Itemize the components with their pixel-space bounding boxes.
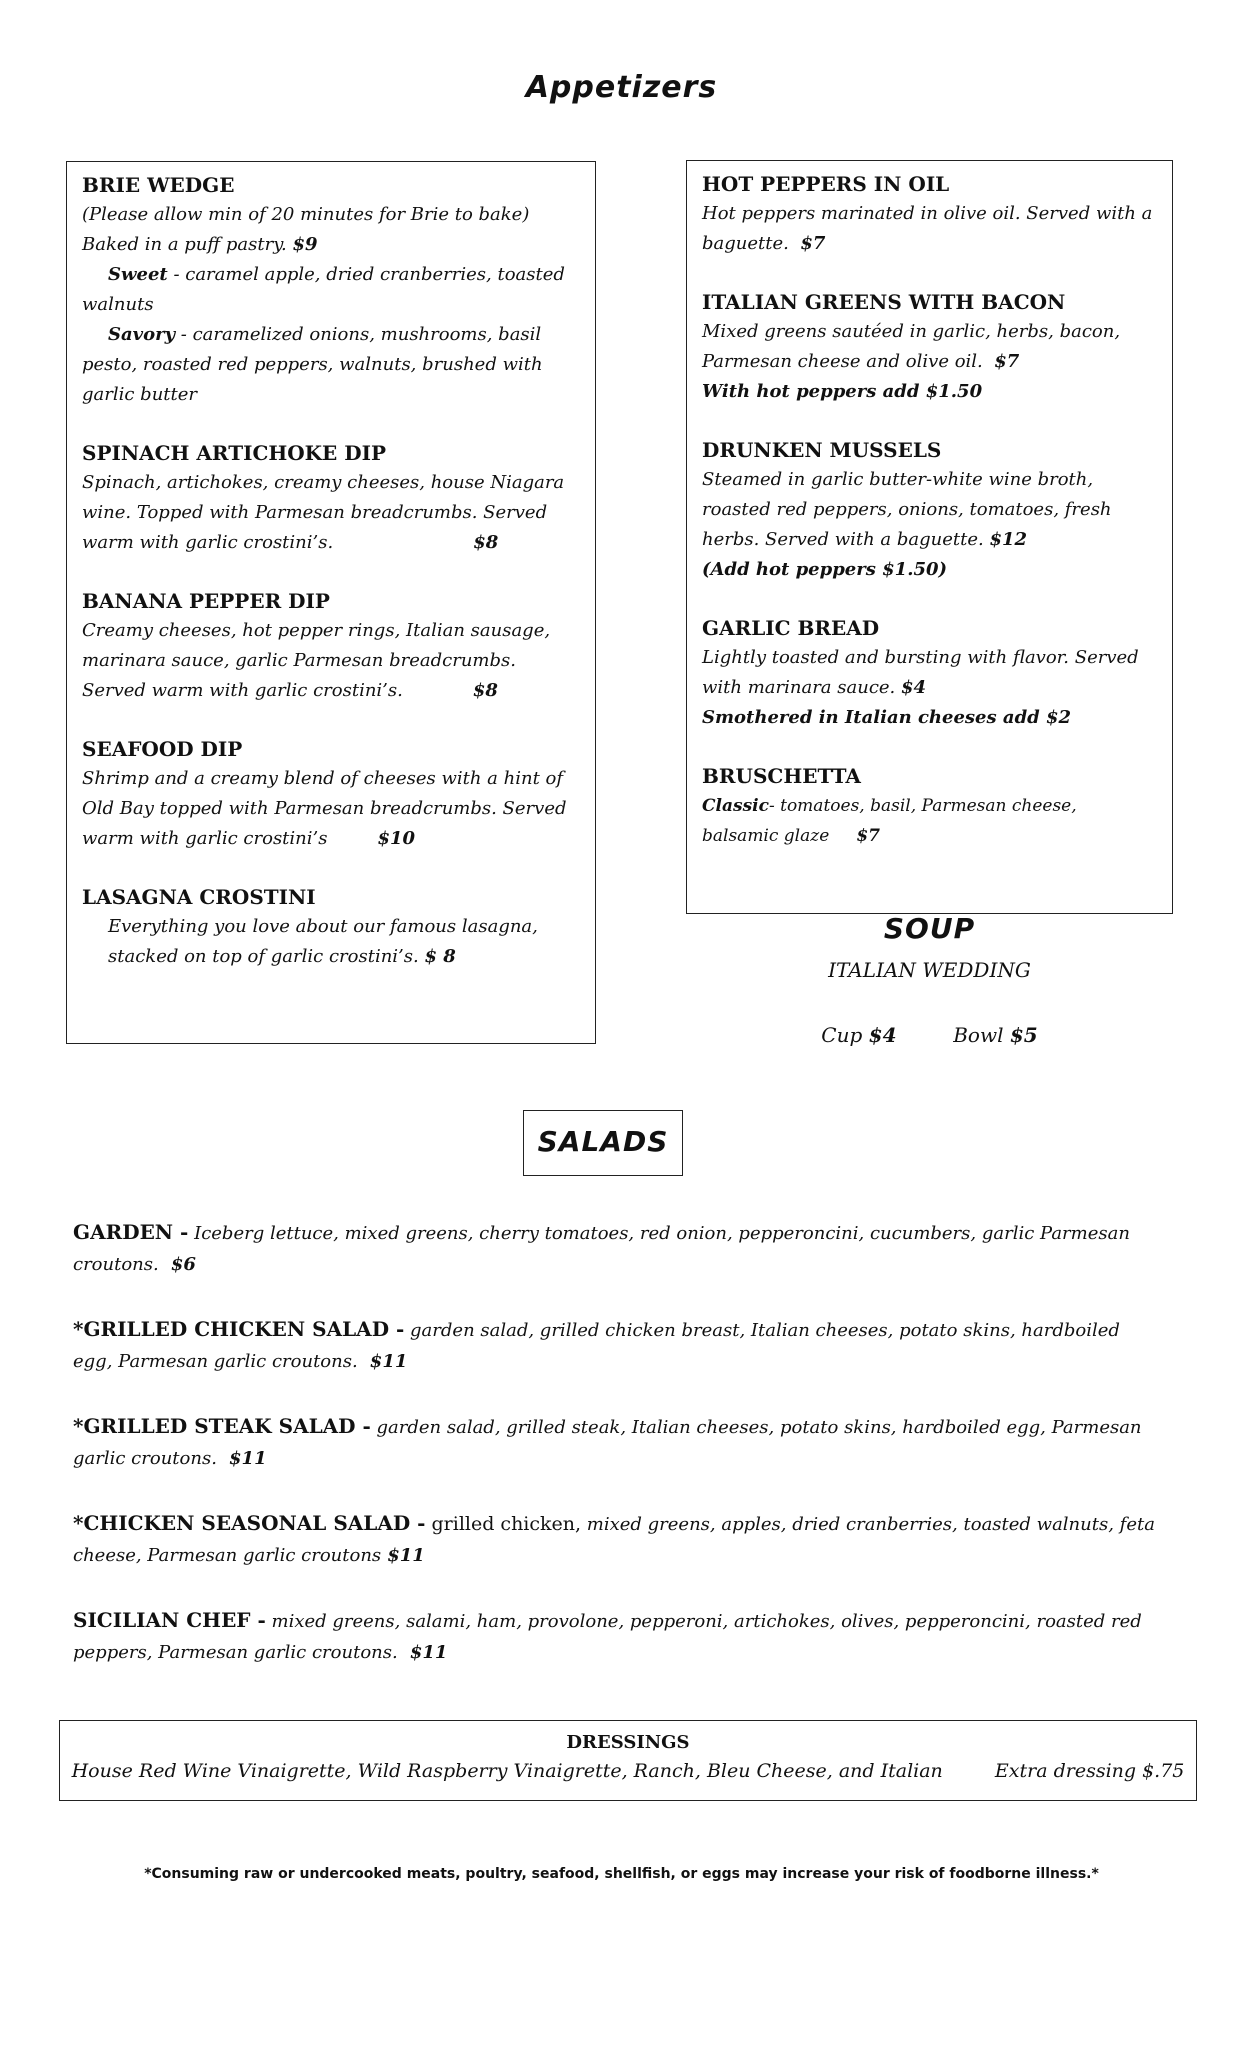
dressings-box [59, 1720, 1197, 1801]
appetizers-heading: Appetizers [525, 70, 718, 105]
menu-item-mussels [702, 435, 1158, 585]
menu-item-hot-peppers [702, 169, 1158, 259]
salad-desc: garden salad, grilled steak, Italian cheeses, potato skins, hardboiled egg, Parmesan garlic croutons. [73, 1417, 1142, 1469]
salad-desc: mixed greens, apples, dried cranberries, toasted walnuts, feta cheese, Parmesan garlic croutons [73, 1514, 1155, 1566]
salad-price: $11 [369, 1351, 408, 1372]
salad-name: SICILIAN CHEF - [73, 1608, 266, 1632]
item-name: LASAGNA CROSTINI [82, 885, 316, 909]
salad-price: $6 [170, 1254, 196, 1275]
item-desc: Spinach, artichokes, creamy cheeses, house Niagara wine. Topped with Parmesan breadcrumbs. Served warm with garlic crostini’s. [82, 472, 565, 553]
soup-name: ITALIAN WEDDING [828, 958, 1031, 982]
dressings-list: House Red Wine Vinaigrette, Wild Raspberry Vinaigrette, Ranch, Bleu Cheese, and Italian [71, 1760, 943, 1782]
salad-price: $11 [387, 1545, 425, 1566]
salad-name: *CHICKEN SEASONAL SALAD - [73, 1511, 426, 1535]
item-addon: With hot peppers add $1.50 [702, 381, 983, 402]
item-desc: Steamed in garlic butter-white wine broth, roasted red peppers, onions, tomatoes, fresh herbs. Served with a baguette. [702, 469, 1112, 550]
item-price: $7 [856, 826, 880, 846]
item-name: GARLIC BREAD [702, 616, 880, 640]
item-note: (Please allow min of 20 minutes for Brie to bake) [82, 204, 530, 225]
item-desc: Lightly toasted and bursting with flavor. Served with marinara sauce. [702, 647, 1139, 698]
salad-chicken-seasonal [73, 1508, 1163, 1571]
foodborne-disclaimer: *Consuming raw or undercooked meats, poultry, seafood, shellfish, or eggs may increase your risk of foodborne illness.* [144, 1866, 1099, 1882]
menu-item-seafood [82, 734, 581, 854]
salad-name: *GRILLED CHICKEN SALAD - [73, 1317, 405, 1341]
item-desc: Mixed greens sautéed in garlic, herbs, bacon, Parmesan cheese and olive oil. [702, 321, 1121, 372]
item-price: $9 [292, 234, 318, 255]
item-price: $12 [989, 529, 1028, 550]
variant-label: Savory [108, 324, 176, 345]
salad-desc: Iceberg lettuce, mixed greens, cherry tomatoes, red onion, pepperoncini, cucumbers, garlic Parmesan croutons. [73, 1223, 1130, 1275]
item-desc: Creamy cheeses, hot pepper rings, Italian sausage, marinara sauce, garlic Parmesan breadcrumbs. Served warm with garlic crostini’s. [82, 620, 551, 701]
item-name: BRUSCHETTA [702, 764, 861, 788]
item-name: HOT PEPPERS IN OIL [702, 172, 950, 196]
salad-desc: garden salad, grilled chicken breast, Italian cheeses, potato skins, hardboiled egg, Parmesan garlic croutons. [73, 1320, 1120, 1372]
item-price: $7 [994, 351, 1020, 372]
extra-dressing: Extra dressing $.75 [994, 1760, 1185, 1782]
dressings-line [60, 1757, 1196, 1785]
item-name: DRUNKEN MUSSELS [702, 438, 942, 462]
salad-grilled-steak [73, 1411, 1163, 1474]
soup-prices [686, 1020, 1173, 1050]
item-desc: Baked in a puff pastry. [82, 234, 287, 255]
salad-price: $11 [409, 1642, 448, 1663]
salad-desc: mixed greens, salami, ham, provolone, pepperoni, artichokes, olives, pepperoncini, roasted red peppers, Parmesan garlic croutons. [73, 1611, 1142, 1663]
item-name: ITALIAN GREENS WITH BACON [702, 290, 1066, 314]
menu-item-lasagna [82, 882, 581, 972]
item-addon: (Add hot peppers $1.50) [702, 559, 948, 580]
variant-label: Classic [702, 796, 769, 816]
item-desc: Hot peppers marinated in olive oil. Served with a baguette. [702, 203, 1153, 254]
item-price: $8 [473, 532, 499, 553]
soup-cup-price: $4 [868, 1023, 897, 1047]
variant-desc: - caramelized onions, mushrooms, basil pesto, roasted red peppers, walnuts, brushed with garlic butter [82, 324, 543, 405]
item-desc: - tomatoes, basil, Parmesan cheese, balsamic glaze [702, 796, 1077, 846]
salad-grilled-chicken [73, 1314, 1163, 1377]
menu-item-bruschetta [702, 761, 1158, 851]
salad-sicilian-chef [73, 1605, 1163, 1668]
menu-item-garlic-bread [702, 613, 1158, 733]
menu-item-brie [82, 170, 581, 410]
menu-item-spinach [82, 438, 581, 558]
item-price: $8 [472, 680, 498, 701]
item-name: BRIE WEDGE [82, 173, 235, 197]
menu-item-banana [82, 586, 581, 706]
dressings-title: DRESSINGS [566, 1732, 690, 1753]
salads-list [73, 1217, 1163, 1702]
salad-name: *GRILLED STEAK SALAD - [73, 1414, 371, 1438]
variant-desc: - caramel apple, dried cranberries, toasted walnuts [82, 264, 565, 315]
salad-garden [73, 1217, 1163, 1280]
soup-cup-label: Cup [821, 1023, 863, 1047]
menu-item-greens [702, 287, 1158, 407]
salads-title: SALADS [537, 1125, 669, 1158]
item-name: SEAFOOD DIP [82, 737, 243, 761]
item-price: $10 [377, 828, 416, 849]
salad-name: GARDEN - [73, 1220, 189, 1244]
item-price: $7 [800, 233, 826, 254]
soup-bowl-label: Bowl [953, 1023, 1004, 1047]
soup-heading: SOUP [883, 912, 976, 945]
item-name: BANANA PEPPER DIP [82, 589, 330, 613]
item-desc: Everything you love about our famous lasagna, stacked on top of garlic crostini’s. [108, 916, 538, 967]
item-addon: Smothered in Italian cheeses add $2 [702, 707, 1072, 728]
item-price: $4 [901, 677, 927, 698]
appetizers-right-box [686, 160, 1173, 914]
item-name: SPINACH ARTICHOKE DIP [82, 441, 387, 465]
variant-label: Sweet [108, 264, 168, 285]
salads-heading [523, 1110, 683, 1176]
appetizers-left-box [66, 161, 596, 1044]
salad-upright-text: grilled chicken, [425, 1513, 582, 1535]
item-desc: Shrimp and a creamy blend of cheeses with a hint of Old Bay topped with Parmesan breadcrumbs. Served warm with garlic crostini’s [82, 768, 567, 849]
salad-price: $11 [229, 1448, 267, 1469]
soup-bowl-price: $5 [1009, 1023, 1038, 1047]
item-price: $ 8 [424, 946, 456, 967]
